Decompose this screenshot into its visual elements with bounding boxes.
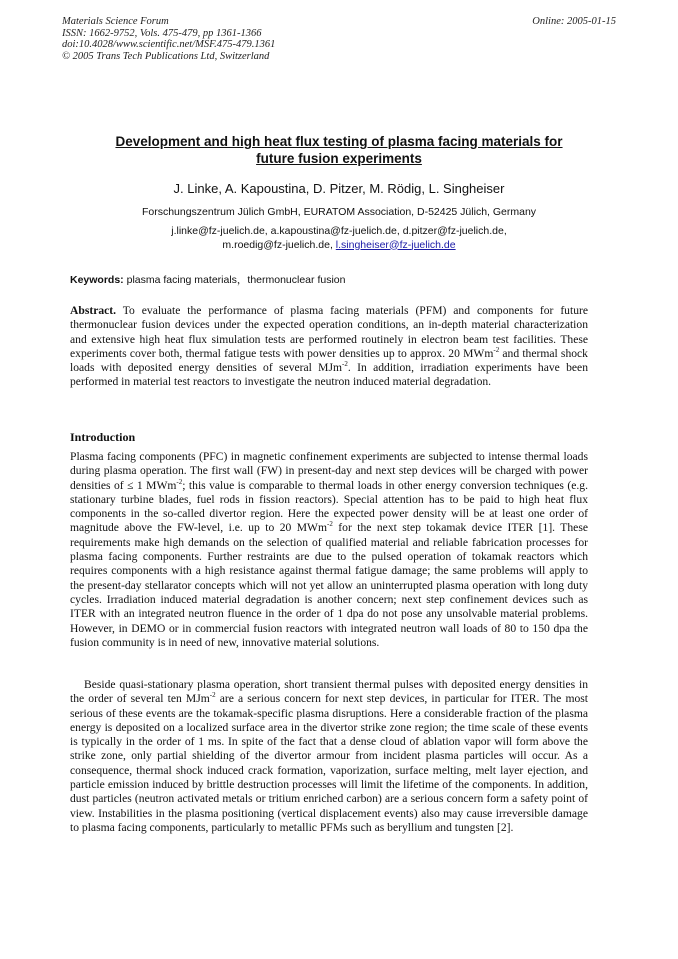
abstract-text-a: To evaluate the performance of plasma facing materials (PFM) and components for future thermonuclear fusion devices under the expected operation conditions, an in-depth material characterization and extensive high heat flux simulation tests are performed routinely in electron beam test facilities. These experiments cover both, thermal fatigue tests with power densities up to approx. 20 MWm <box>70 304 588 360</box>
email-singheiser-link[interactable]: l.singheiser@fz-juelich.de <box>335 238 456 251</box>
author-emails <box>62 225 616 252</box>
online-date: Online: 2005-01-15 <box>532 16 616 27</box>
p2-text-a: Beside quasi-stationary plasma operation, short transient thermal pulses with deposited energy densities in the order of several ten MJm <box>70 678 588 706</box>
keywords <box>70 272 345 287</box>
p1-text-a: Plasma facing components (PFC) in magnetic confinement experiments are subjected to intense thermal loads during plasma operation. The first wall (FW) in present-day and next step devices will be charged with power densities of ≤ 1 MWm <box>70 450 588 492</box>
p2-sup: -2 <box>209 691 216 700</box>
author-list: J. Linke, A. Kapoustina, D. Pitzer, M. Rödig, L. Singheiser <box>173 181 505 196</box>
abstract-label: Abstract. <box>70 304 117 317</box>
keywords-text: plasma facing materials，thermonuclear fusion <box>126 274 346 286</box>
journal-name: Materials Science Forum <box>62 16 169 27</box>
p1-sup-2: -2 <box>327 520 333 529</box>
abstract-text-c: . In addition, irradiation experiments have been performed in material test reactors to investigate the neutron induced material degradation. <box>70 361 588 389</box>
title-line-1: Development and high heat flux testing of plasma facing materials for <box>115 134 563 149</box>
issn-line: ISSN: 1662-9752, Vols. 475-479, pp 1361-1366 <box>62 27 262 39</box>
affiliation: Forschungszentrum Jülich GmbH, EURATOM Association, D-52425 Jülich, Germany <box>141 206 537 218</box>
intro-paragraph-2 <box>70 678 588 835</box>
abstract-sup-a: -2 <box>493 346 500 355</box>
p1-sup-1: -2 <box>176 477 183 486</box>
p1-text-b: ; this value is comparable to thermal loads in other energy conversion techniques (e.g. stationary turbine blades, fuel rods in fission reactors). Special attention has to be paid to high heat flux components in the so-called divertor region. Here the expected power density will be at least one order of magnitude above the FW-level, i.e. up to 20 MWm <box>70 478 588 535</box>
p2-text-b: are a serious concern for next step devices, in particular for ITER. The most serious of these events are the tokamak-specific plasma disruptions. Here a considerable fraction of the plasma energy is deposited on a localized surface area in the divertor strike zone region; the time scale of these events is typically in the order of 1 ms. In spite of the fact that a dense cloud of ablation vapor will form above the strike zone, only partial shielding of the divertor armour from incident plasma particles will occur. As a consequence, thermal shock induced crack formation, vaporization, surface melting, melt layer ejection, and particle emission induced by brittle destruction processes will limit the lifetime of the components. In addition, dust particles (neutron activated metals or tritium enriched carbon) are a serious concern form a safety point of view. Instabilities in the plasma positioning (vertical displacement events) also may cause irreversible damage to plasma facing components, particularly to metallic PFMs such as beryllium and tungsten [2]. <box>70 692 588 834</box>
paper-title <box>62 133 616 167</box>
p1-text-c: for the next step tokamak device ITER [1]. These requirements make high demands on the selection of qualified material and reliable fabrication processes for plasma facing components. Further restraints are due to the pulsed operation of tokamak reactors which requires components with a high resistance against thermal fatigue damage; the same problems will apply to the present-day stellarator concepts which will not yet allow an uninterrupted plasma operation with long duty cycles. Irradiation induced material degradation is another concern; next step confinement devices such as ITER with an integrated neutron fluence in the order of 1 dpa do not pose any unsolvable material problems. However, in DEMO or in commercial fusion reactors with integrated neutron wall loads of 80 to 150 dpa the fusion community is in need of new, innovative material solutions. <box>70 521 588 649</box>
emails-line-1: j.linke@fz-juelich.de, a.kapoustina@fz-juelich.de, d.pitzer@fz-juelich.de, <box>171 225 507 237</box>
introduction-heading: Introduction <box>70 430 136 444</box>
abstract <box>70 304 588 390</box>
email-roedig: m.roedig@fz-juelich.de, <box>222 238 333 251</box>
doi-line: doi:10.4028/www.scientific.net/MSF.475-479.1361 <box>62 39 276 50</box>
title-line-2: future fusion experiments <box>256 151 422 166</box>
keywords-label: Keywords: <box>70 274 124 286</box>
intro-paragraph-1 <box>70 450 588 650</box>
abstract-sup-b: -2 <box>342 360 348 369</box>
emails-line-2 <box>62 239 616 253</box>
journal-header <box>62 16 275 62</box>
copyright-line: © 2005 Trans Tech Publications Ltd, Switzerland <box>62 50 270 62</box>
abstract-text-b: and thermal shock loads with deposited energy densities of several MJm <box>70 346 588 375</box>
